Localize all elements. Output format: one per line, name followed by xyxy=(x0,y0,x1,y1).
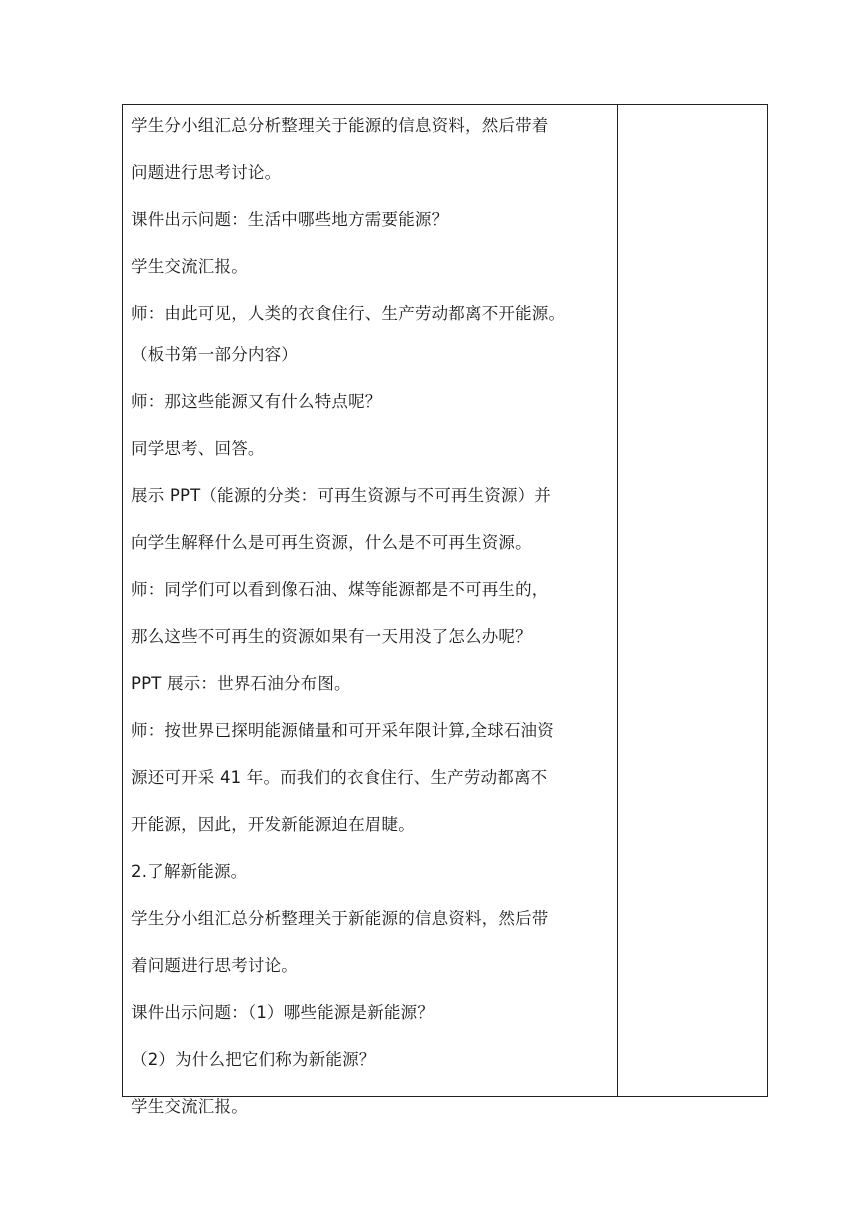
text-line: 课件出示问题：生活中哪些地方需要能源？ xyxy=(131,210,449,229)
text-line: 师：那这些能源又有什么特点呢？ xyxy=(131,392,382,411)
text-line: 向学生解释什么是可再生资源，什么是不可再生资源。 xyxy=(131,533,532,552)
text-line: 师：同学们可以看到像石油、煤等能源都是不可再生的， xyxy=(131,580,549,599)
text-line: 学生交流汇报。 xyxy=(131,1097,248,1116)
text-line: PPT 展示：世界石油分布图。 xyxy=(131,674,351,693)
text-line: 学生分小组汇总分析整理关于新能源的信息资料，然后带 xyxy=(131,909,549,928)
text-line: 学生交流汇报。 xyxy=(131,257,248,276)
text-line: 师：按世界已探明能源储量和可开采年限计算,全球石油资 xyxy=(131,721,554,740)
lesson-content-cell xyxy=(123,105,618,1116)
text-line: 问题进行思考讨论。 xyxy=(131,163,282,182)
notes-cell xyxy=(618,105,767,1096)
text-line: 源还可开采 41 年。而我们的衣食住行、生产劳动都离不 xyxy=(131,768,548,787)
text-line: 师：由此可见，人类的衣食住行、生产劳动都离不开能源。 xyxy=(131,304,566,323)
text-line: 那么这些不可再生的资源如果有一天用没了怎么办呢？ xyxy=(131,627,532,646)
text-line: （2）为什么把它们称为新能源？ xyxy=(131,1050,376,1069)
text-line: （板书第一部分内容） xyxy=(131,345,298,364)
lesson-table xyxy=(122,104,768,1116)
text-line: 展示 PPT（能源的分类：可再生资源与不可再生资源）并 xyxy=(131,486,552,505)
text-line: 2.了解新能源。 xyxy=(131,862,248,881)
text-line: 学生分小组汇总分析整理关于能源的信息资料，然后带着 xyxy=(131,116,549,135)
text-line: 同学思考、回答。 xyxy=(131,439,265,458)
text-line: 课件出示问题：（1）哪些能源是新能源？ xyxy=(131,1003,435,1022)
text-line: 开能源，因此，开发新能源迫在眉睫。 xyxy=(131,815,415,834)
text-line: 着问题进行思考讨论。 xyxy=(131,956,298,975)
